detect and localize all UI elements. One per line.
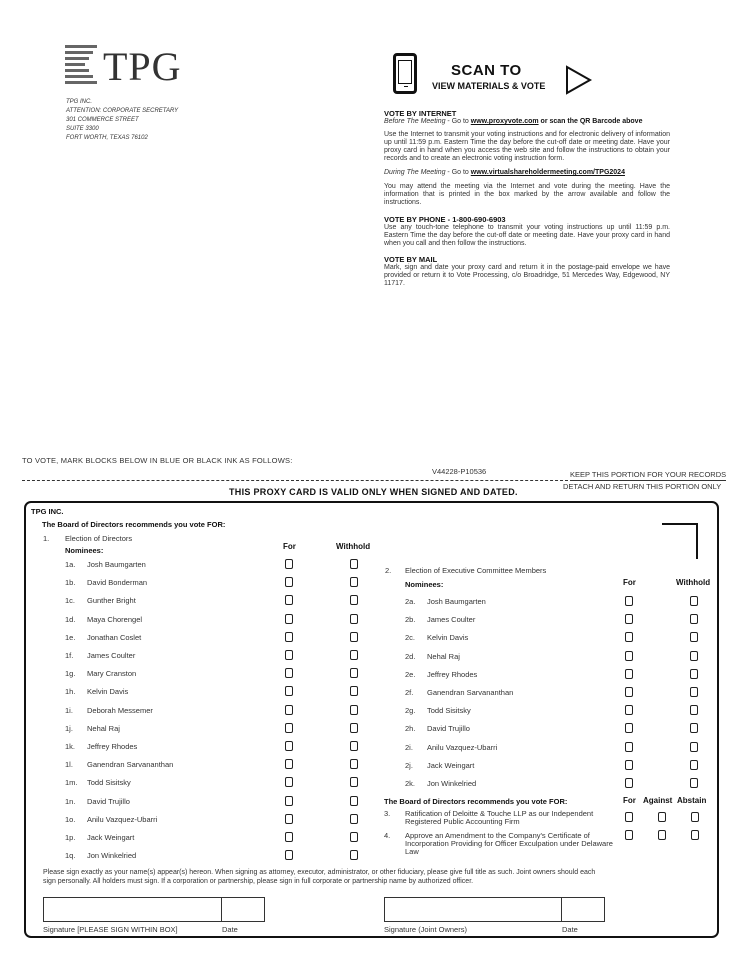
against-header: Against [643, 796, 673, 805]
nominee-number: 1p. [65, 833, 76, 842]
nominee-number: 2f. [405, 688, 414, 697]
nominee-name: Jack Weingart [87, 833, 135, 842]
withhold-checkbox[interactable] [690, 687, 698, 697]
signature-date-label: Date [222, 925, 238, 934]
withhold-checkbox[interactable] [350, 614, 358, 624]
nominee-number: 1h. [65, 687, 76, 697]
withhold-checkbox[interactable] [350, 632, 358, 642]
tpg-logo-mark-icon [65, 45, 97, 87]
nominee-number: 2h. [405, 724, 416, 734]
for-checkbox[interactable] [285, 650, 293, 660]
nominee-name: Ganendran Sarvananthan [87, 760, 174, 770]
withhold-checkbox[interactable] [690, 669, 698, 679]
vote-internet-heading: VOTE BY INTERNET [384, 109, 457, 118]
withhold-checkbox[interactable] [690, 760, 698, 770]
nominee-number: 2g. [405, 706, 416, 716]
nominee-number: 1n. [65, 796, 76, 806]
for-checkbox[interactable] [285, 595, 293, 605]
for-header: For [623, 796, 636, 805]
proposal-3-against-checkbox[interactable] [658, 812, 666, 822]
proposal-2-nominees-label: Nominees: [405, 580, 444, 589]
nominee-number: 1c. [65, 596, 76, 606]
nominee-name: Todd Sisitsky [87, 778, 131, 788]
for-checkbox[interactable] [285, 723, 293, 733]
nominee-number: 2j. [405, 760, 413, 770]
for-checkbox[interactable] [285, 686, 293, 696]
proposal-1-nominees-label: Nominees: [65, 546, 104, 555]
for-checkbox[interactable] [285, 777, 293, 787]
nominee-number: 2i. [405, 742, 413, 752]
withhold-checkbox[interactable] [690, 705, 698, 715]
control-code: V44228-P10536 [432, 467, 487, 476]
nominee-number: 2e. [405, 669, 416, 679]
vote-by-internet: VOTE BY INTERNET Before The Meeting - Go to www.proxyvote.com or scan the QR Barcode above Use the Internet to transmit your voting instructions and for electronic delivery of information up until 11:59 p.m. Eastern Time the day before the cut-off date or meeting date. Have your proxy card in hand when you access the web site and follow the instructions to obtain your records and to create an electronic voting instruction form. During The Meeting - Go to www.virtualshareholdermeeting.com/TPG2024 You may attend the meeting via the Internet and vote during the meeting. Have the information that is printed in the box marked by the arrow available and follow the instructions. [384, 109, 670, 206]
withhold-checkbox[interactable] [690, 596, 698, 606]
nominee-number: 1b. [65, 578, 76, 588]
nominee-name: Jack Weingart [427, 760, 475, 770]
nominee-name: Josh Baumgarten [427, 597, 486, 606]
validity-notice: THIS PROXY CARD IS VALID ONLY WHEN SIGNED AND DATED. [229, 487, 518, 497]
nominee-name: Kelvin Davis [87, 687, 129, 697]
phone-body: Use any touch-tone telephone to transmit your voting instructions up until 11:59 p.m. Eastern Time the day before the cut-off date or meeting date. Have your proxy card in hand when you call and then follow the instructions. [384, 224, 670, 247]
for-checkbox[interactable] [285, 832, 293, 842]
for-checkbox[interactable] [625, 687, 633, 697]
for-checkbox[interactable] [625, 614, 633, 624]
withhold-checkbox[interactable] [350, 559, 358, 569]
corner-mark [662, 523, 698, 559]
withhold-checkbox[interactable] [690, 723, 698, 733]
tpg-logo: TPG [103, 44, 182, 89]
nominee-number: 2k. [405, 779, 416, 788]
nominee-name: Maya Chorengel [87, 614, 143, 624]
withhold-checkbox[interactable] [350, 723, 358, 733]
nominee-number: 2c. [405, 633, 416, 643]
withhold-checkbox[interactable] [350, 705, 358, 715]
nominee-number: 1a. [65, 560, 76, 569]
nominee-name: Jonathan Coslet [87, 632, 142, 642]
nominee-number: 1d. [65, 614, 76, 624]
nominee-name: Jon Winkelried [427, 779, 477, 788]
withhold-checkbox[interactable] [350, 777, 358, 787]
nominee-name: Anilu Vazquez-Ubarri [87, 814, 158, 824]
nominee-name: Anilu Vazquez-Ubarri [427, 742, 498, 752]
company-address: TPG INC. ATTENTION: CORPORATE SECRETARY 301 COMMERCE STREET SUITE 3300 FORT WORTH, TEXAS 76102 [66, 99, 179, 141]
for-checkbox[interactable] [625, 760, 633, 770]
vote-phone-heading: VOTE BY PHONE - 1-800-690-6903 [384, 215, 506, 224]
withhold-checkbox[interactable] [350, 650, 358, 660]
proposal-4-text: Approve an Amendment to the Company's Certificate of Incorporation Providing for Officer Exculpation under Delaware Law [405, 831, 613, 856]
proposal-1-for-header: For [283, 542, 296, 551]
for-checkbox[interactable] [625, 596, 633, 606]
withhold-checkbox[interactable] [350, 741, 358, 751]
nominee-name: Josh Baumgarten [87, 560, 146, 569]
nominee-name: Deborah Messemer [87, 705, 153, 715]
nominee-name: Gunther Bright [87, 596, 136, 606]
mark-instruction: TO VOTE, MARK BLOCKS BELOW IN BLUE OR BLACK INK AS FOLLOWS: [22, 456, 293, 465]
detach-line [22, 480, 568, 481]
scan-subtitle: VIEW MATERIALS & VOTE [432, 81, 546, 91]
board-recommendation: The Board of Directors recommends you vote FOR: [42, 520, 226, 529]
nominee-number: 1g. [65, 669, 76, 679]
nominee-name: Mary Cranston [87, 669, 137, 679]
joint-date-box[interactable] [562, 897, 605, 922]
for-checkbox[interactable] [285, 668, 293, 678]
for-checkbox[interactable] [625, 632, 633, 642]
withhold-checkbox[interactable] [690, 632, 698, 642]
card-company-name: TPG INC. [31, 507, 64, 516]
nominee-name: James Coulter [87, 651, 136, 660]
during-body: You may attend the meeting via the Internet and vote during the meeting. Have the information that is printed in the box marked by the arrow available and follow the instructions. [384, 183, 670, 206]
nominee-number: 1e. [65, 632, 76, 642]
proposal-4-for-checkbox[interactable] [625, 830, 633, 840]
for-checkbox[interactable] [285, 632, 293, 642]
for-checkbox[interactable] [625, 705, 633, 715]
nominee-number: 1j. [65, 723, 73, 733]
abstain-header: Abstain [677, 796, 707, 805]
detach-label: DETACH AND RETURN THIS PORTION ONLY [563, 482, 722, 491]
nominee-name: Jon Winkelried [87, 851, 137, 861]
nominee-name: James Coulter [427, 615, 476, 625]
for-checkbox[interactable] [285, 759, 293, 769]
joint-date-label: Date [562, 925, 578, 934]
withhold-checkbox[interactable] [350, 814, 358, 824]
nominee-number: 1o. [65, 814, 76, 824]
withhold-checkbox[interactable] [690, 651, 698, 661]
proposal-3-abstain-checkbox[interactable] [691, 812, 699, 822]
nominee-number: 1f. [65, 651, 74, 660]
signature-box[interactable] [43, 897, 222, 922]
proposal-3-for-checkbox[interactable] [625, 812, 633, 822]
nominee-name: Nehal Raj [427, 651, 460, 661]
withhold-checkbox[interactable] [350, 577, 358, 587]
withhold-checkbox[interactable] [350, 832, 358, 842]
for-checkbox[interactable] [625, 778, 633, 788]
for-checkbox[interactable] [285, 741, 293, 751]
before-meeting-label: Before The Meeting [384, 118, 446, 125]
for-checkbox[interactable] [625, 651, 633, 661]
nominee-number: 1i. [65, 705, 73, 715]
proxyvote-link[interactable]: www.proxyvote.com [470, 118, 539, 125]
for-checkbox[interactable] [625, 669, 633, 679]
internet-body: Use the Internet to transmit your voting instructions and for electronic delivery of information up until 11:59 p.m. Eastern Time the day before the cut-off date or meeting date. Have your proxy card in hand when you access the web site and follow the instructions to obtain your records and to create an electronic voting instruction form. [384, 131, 670, 162]
nominee-name: David Trujillo [87, 796, 130, 806]
proposal-4-abstain-checkbox[interactable] [691, 830, 699, 840]
scan-title: SCAN TO [451, 62, 522, 79]
joint-signature-label: Signature (Joint Owners) [384, 925, 467, 934]
for-checkbox[interactable] [285, 850, 293, 860]
nominee-name: Jeffrey Rhodes [427, 669, 478, 679]
nominee-name: Todd Sisitsky [427, 706, 471, 716]
nominee-name: Ganendran Sarvananthan [427, 688, 514, 697]
nominee-number: 1k. [65, 742, 76, 751]
nominee-number: 2d. [405, 651, 416, 661]
during-meeting-label: During The Meeting [384, 169, 446, 176]
withhold-checkbox[interactable] [690, 614, 698, 624]
proposal-4-number: 4. [384, 831, 391, 840]
withhold-checkbox[interactable] [690, 778, 698, 788]
proposal-2-number: 2. [385, 566, 392, 575]
withhold-checkbox[interactable] [350, 759, 358, 769]
other-board-recommendation: The Board of Directors recommends you vote FOR: [384, 797, 568, 806]
vote-by-phone [384, 216, 670, 248]
for-checkbox[interactable] [285, 614, 293, 624]
withhold-checkbox[interactable] [350, 850, 358, 860]
signing-instructions: Please sign exactly as your name(s) appear(s) hereon. When signing as attorney, executor, administrator, or other fiduciary, please give full title as such. Joint owners should each sign personally. All holders must sign. If a corporation or partnership, please sign in full corporate or partnership name by authorized officer. [43, 869, 596, 885]
nominee-number: 2b. [405, 615, 416, 625]
proposal-1-withhold-header: Withhold [336, 542, 371, 551]
proposal-2-for-header: For [623, 578, 636, 587]
keep-portion-label: KEEP THIS PORTION FOR YOUR RECORDS [570, 470, 727, 479]
signature-label: Signature [PLEASE SIGN WITHIN BOX] [43, 925, 178, 934]
joint-signature-box[interactable] [384, 897, 562, 922]
mail-body: Mark, sign and date your proxy card and return it in the postage-paid envelope we have provided or return it to Vote Processing, c/o Broadridge, 51 Mercedes Way, Edgewood, NY 11717. [384, 264, 670, 287]
proposal-2-withhold-header: Withhold [676, 578, 711, 587]
proposal-4-against-checkbox[interactable] [658, 830, 666, 840]
for-checkbox[interactable] [285, 705, 293, 715]
for-checkbox[interactable] [625, 723, 633, 733]
nominee-number: 1m. [65, 778, 78, 788]
for-checkbox[interactable] [285, 559, 293, 569]
nominee-name: Jeffrey Rhodes [87, 742, 138, 751]
proposal-1-number: 1. [43, 534, 50, 543]
proposal-3-text: Ratification of Deloitte & Touche LLP as our Independent Registered Public Accounting Firm [405, 809, 594, 826]
for-checkbox[interactable] [285, 814, 293, 824]
smartphone-icon [393, 53, 417, 94]
nominee-name: Nehal Raj [87, 723, 120, 733]
nominee-number: 1q. [65, 851, 76, 861]
nominee-number: 2a. [405, 597, 416, 606]
nominee-name: David Trujillo [427, 724, 470, 734]
withhold-checkbox[interactable] [350, 595, 358, 605]
withhold-checkbox[interactable] [690, 742, 698, 752]
play-arrow-icon [565, 65, 593, 95]
withhold-checkbox[interactable] [350, 686, 358, 696]
withhold-checkbox[interactable] [350, 668, 358, 678]
proposal-2-title: Election of Executive Committee Members [405, 566, 547, 575]
nominee-number: 1l. [65, 760, 73, 770]
vote-mail-heading: VOTE BY MAIL [384, 255, 438, 264]
proposal-3-number: 3. [384, 809, 391, 818]
vote-by-mail [384, 256, 670, 288]
for-checkbox[interactable] [285, 577, 293, 587]
for-checkbox[interactable] [285, 796, 293, 806]
withhold-checkbox[interactable] [350, 796, 358, 806]
for-checkbox[interactable] [625, 742, 633, 752]
virtual-meeting-link[interactable]: www.virtualshareholdermeeting.com/TPG2024 [470, 169, 625, 176]
nominee-name: Kelvin Davis [427, 633, 469, 643]
proposal-1-title: Election of Directors [65, 534, 133, 543]
nominee-name: David Bonderman [87, 578, 148, 588]
signature-date-box[interactable] [222, 897, 265, 922]
